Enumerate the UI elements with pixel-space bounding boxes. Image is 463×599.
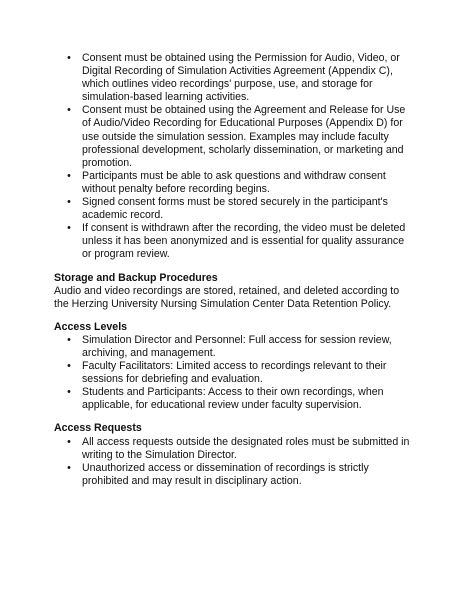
bullet-icon: •: [67, 435, 71, 448]
bullet-icon: •: [67, 104, 71, 117]
bullet-icon: •: [67, 222, 71, 235]
access-level-text: Students and Participants: Access to their own recordings, when applicable, for educational review under faculty supervision.: [82, 386, 384, 412]
list-item: [54, 52, 414, 104]
list-item: [54, 334, 414, 360]
access-request-text: All access requests outside the designated roles must be submitted in writing to the Simulation Director.: [82, 435, 410, 461]
list-item: [54, 170, 414, 196]
list-item: [54, 222, 414, 261]
access-requests-heading: Access Requests: [54, 422, 142, 435]
list-item: [54, 386, 414, 412]
storage-heading: Storage and Backup Procedures: [54, 271, 218, 284]
bullet-icon: •: [67, 461, 71, 474]
consent-item-text: Consent must be obtained using the Agreement and Release for Use of Audio/Video Recording for Educational Purposes (Appendix D) for use outside the simulation session. Examples may include faculty professional development, scholarly dissemination, or marketing and promotion.: [82, 104, 406, 169]
storage-text: Audio and video recordings are stored, retained, and deleted according to the Herzing University Nursing Simulation Center Data Retention Policy.: [54, 284, 400, 310]
bullet-icon: •: [67, 333, 71, 346]
consent-item-text: Consent must be obtained using the Permission for Audio, Video, or Digital Recording of Simulation Activities Agreement (Appendix C), which outlines video recordings' purpose, use, and storage for simulation-based learning activities.: [82, 52, 400, 104]
document-body: [54, 52, 414, 488]
access-level-text: Faculty Facilitators: Limited access to recordings relevant to their sessions for debriefing and evaluation.: [82, 360, 387, 386]
bullet-icon: •: [67, 52, 71, 64]
consent-item-text: Signed consent forms must be stored securely in the participant's academic record.: [82, 196, 388, 222]
list-item: [54, 104, 414, 169]
consent-list: [54, 52, 414, 262]
consent-item-text: Participants must be able to ask questions and withdraw consent without penalty before recording begins.: [82, 169, 386, 195]
access-levels-heading: Access Levels: [54, 320, 128, 333]
access-levels-section: [54, 321, 414, 413]
list-item: [54, 436, 414, 462]
access-levels-list: [54, 334, 414, 413]
access-level-text: Simulation Director and Personnel: Full access for session review, archiving, and management.: [82, 333, 392, 359]
access-requests-section: [54, 422, 414, 487]
bullet-icon: •: [67, 196, 71, 209]
access-request-text: Unauthorized access or dissemination of recordings is strictly prohibited and may result in disciplinary action.: [82, 461, 369, 487]
list-item: [54, 462, 414, 488]
list-item: [54, 360, 414, 386]
bullet-icon: •: [67, 360, 71, 373]
storage-section: [54, 272, 414, 311]
list-item: [54, 196, 414, 222]
access-requests-list: [54, 436, 414, 488]
bullet-icon: •: [67, 169, 71, 182]
bullet-icon: •: [67, 386, 71, 399]
consent-item-text: If consent is withdrawn after the recording, the video must be deleted unless it has been anonymized and is essential for quality assurance or program review.: [82, 222, 406, 261]
